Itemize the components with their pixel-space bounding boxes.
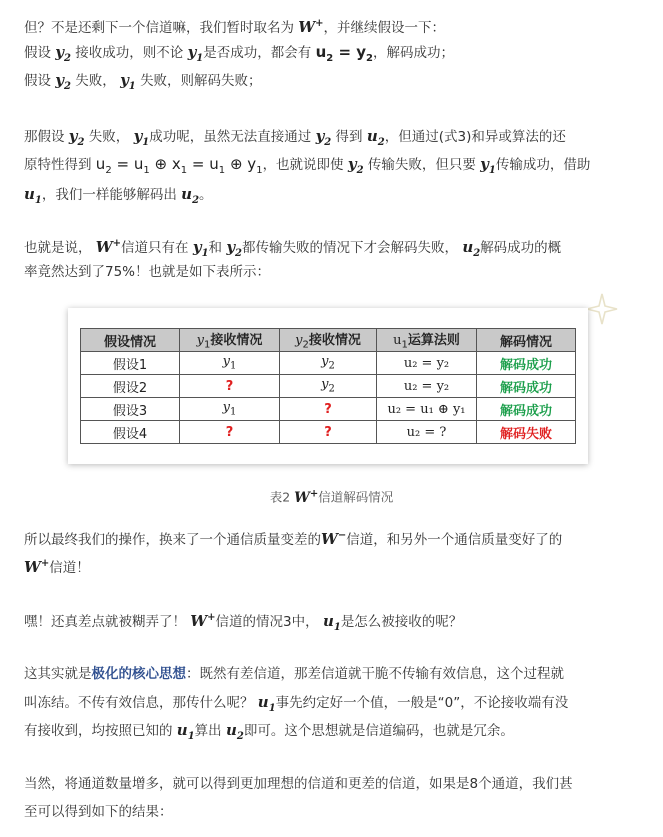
symbol-y1: $y_1$ (133, 127, 150, 148)
table-row (81, 421, 576, 444)
table-header-row (81, 329, 576, 352)
symbol-W-plus: W+ (190, 612, 216, 630)
cell-y2: $y_2$ (280, 352, 377, 375)
cell-case: 假设1 (81, 352, 180, 375)
text: ，并继续假设一下： (323, 20, 446, 36)
symbol-y1: $y_1$ (480, 155, 496, 176)
header-y2: $y_2$接收情况 (280, 329, 377, 352)
symbol-W-plus: W+ (95, 238, 122, 256)
paragraph-13: 叫冻结。不传有效信息，那传什么呢？ $u_1$事先约定好一个值，一般是“0”，不论接收端有没 (24, 693, 569, 714)
symbol-W-plus: W+ (294, 488, 319, 506)
symbol-u1: $u_1$ (176, 721, 195, 742)
symbol-u1: $u_1$ (257, 693, 276, 714)
header-y1: $y_1$接收情况 (180, 329, 280, 352)
cell-rule: u₂ = ? (377, 421, 477, 444)
cell-result: 解码失败 (477, 421, 576, 444)
symbol-u2: $u_2$ (181, 185, 200, 206)
cell-case: 假设2 (81, 375, 180, 398)
symbol-u1: $u_1$ (322, 612, 341, 633)
paragraph-10: W+信道！ (24, 558, 90, 576)
paragraph-14: 有接收到，均按照已知的 $u_1$算出 $u_2$即可。这个思想就是信道编码，也就是冗余。 (24, 721, 514, 742)
paragraph-9: 所以最终我们的操作，换来了一个通信质量变差的W−信道，和另外一个通信质量变好了的 (24, 530, 563, 548)
symbol-y2: $y_2$ (226, 238, 243, 259)
symbol-y2: $y_2$ (315, 127, 332, 148)
symbol-u1: $u_1$ (24, 185, 42, 206)
symbol-y1: $y_1$ (187, 43, 204, 64)
symbol-u2: $u_2$ (225, 721, 244, 742)
cell-rule: u₂ = u₁ ⊕ y₁ (377, 398, 477, 421)
paragraph-15: 当然，将通道数量增多，就可以得到更加理想的信道和更差的信道，如果是8个通道，我们甚 (24, 776, 573, 792)
header-case: 假设情况 (81, 329, 180, 352)
cell-y2: ? (280, 398, 377, 421)
cell-case: 假设4 (81, 421, 180, 444)
paragraph-7: 也就是说， W+信道只有在 $y_1$和 $y_2$都传输失败的情况下才会解码失败， $u_2$解码成功的概 (24, 238, 562, 259)
header-result: 解码情况 (477, 329, 576, 352)
paragraph-2: 假设 $y_2$ 接收成功，则不论 $y_1$是否成功，都会有 $u_2 = y_2$，解码成功； (24, 43, 455, 64)
symbol-y2: $y_2$ (68, 127, 85, 148)
symbol-y2: $y_2$ (347, 155, 364, 176)
cell-y1: ? (180, 421, 280, 444)
symbol-y1: $y_1$ (120, 71, 136, 92)
symbol-y2: $y_2$ (55, 43, 71, 64)
cell-y1: ? (180, 375, 280, 398)
cell-y1: $y_1$ (180, 398, 280, 421)
symbol-u2: $u_2$ (366, 127, 385, 148)
symbol-W-minus: W− (321, 530, 347, 548)
cell-rule: u₂ = y₂ (377, 352, 477, 375)
paragraph-4: 那假设 $y_2$ 失败， $y_1$成功呢，虽然无法直接通过 $y_2$ 得到 $u_2$，但通过(式3)和异或算法的还 (24, 127, 566, 148)
symbol-y1: $y_1$ (192, 238, 209, 259)
sparkle-icon (585, 292, 619, 326)
table-card (68, 308, 588, 464)
cell-rule: u₂ = y₂ (377, 375, 477, 398)
symbol-W-plus: W+ (24, 558, 50, 576)
cell-case: 假设3 (81, 398, 180, 421)
cell-y2: $y_2$ (280, 375, 377, 398)
highlight-core-idea: 极化的核心思想 (91, 666, 186, 682)
paragraph-8: 率竟然达到了75%！也就是如下表所示： (24, 264, 271, 280)
symbol-y2: $y_2$ (55, 71, 71, 92)
cell-result: 解码成功 (477, 352, 576, 375)
cell-y1: $y_1$ (180, 352, 280, 375)
paragraph-5: 原特性得到 $u_2 = u_1$ ⊕ $x_1 = u_1$ ⊕ $y_1$，也就说即使 $y_2$ 传输失败，但只要 $y_1$传输成功，借助 (24, 155, 591, 176)
decoding-table (80, 328, 576, 444)
symbol-u2: $u_2$ (462, 238, 481, 259)
cell-y2: ? (280, 421, 377, 444)
table-caption: 表2 W+信道解码情况 (269, 488, 394, 506)
equation-u2-eq-y2: $u_2 = y_2$ (315, 43, 374, 64)
paragraph-16: 至可以得到如下的结果： (24, 804, 173, 820)
paragraph-11: 嘿！还真差点就被糊弄了！ W+信道的情况3中， $u_1$是怎么被接收的呢？ (24, 612, 463, 633)
table-row (81, 375, 576, 398)
text: 但？不是还剩下一个信道嘛，我们暂时取名为 (24, 20, 294, 36)
symbol-W-plus: W+ (298, 18, 324, 36)
cell-result: 解码成功 (477, 375, 576, 398)
table-row (81, 398, 576, 421)
paragraph-6: $u_1$，我们一样能够解码出 $u_2$。 (24, 185, 213, 206)
paragraph-3: 假设 $y_2$ 失败， $y_1$ 失败，则解码失败； (24, 71, 262, 92)
cell-result: 解码成功 (477, 398, 576, 421)
header-rule: $u_1$运算法则 (377, 329, 477, 352)
equation-u2-xor: $u_2 = u_1$ ⊕ $x_1 = u_1$ ⊕ $y_1$ (95, 155, 263, 176)
paragraph-12: 这其实就是极化的核心思想：既然有差信道，那差信道就干脆不传输有效信息，这个过程就 (24, 666, 564, 682)
table-row (81, 352, 576, 375)
